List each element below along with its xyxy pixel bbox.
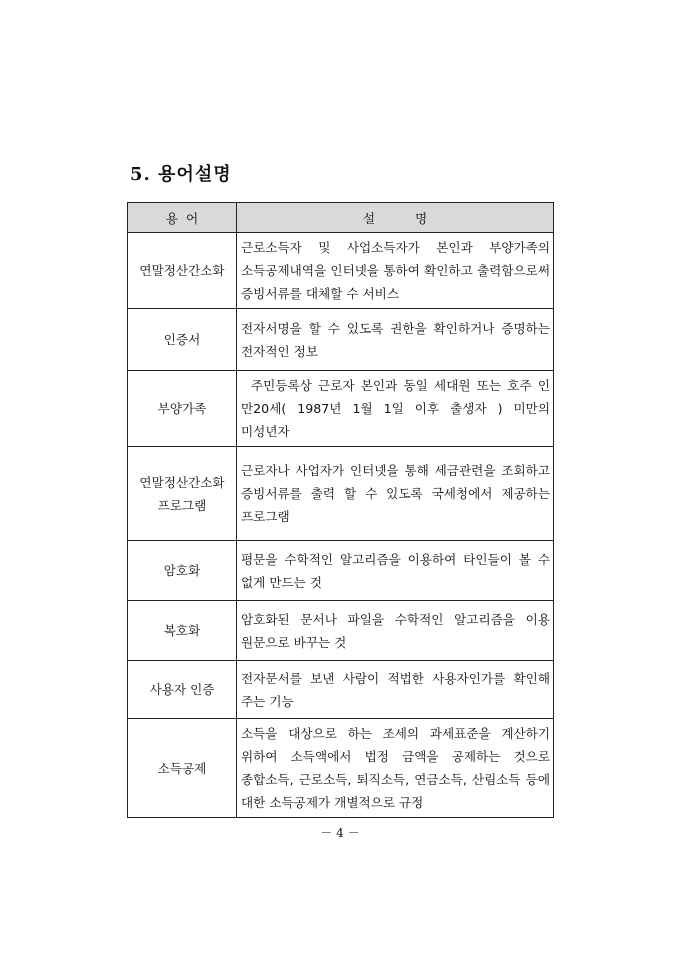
table-row — [128, 541, 554, 601]
description-cell: 근로소득자 및 사업소득자가 본인과 부양가족의 소득공제내역을 인터넷을 통하여 확인하고 출력함으로써 증빙서류를 대체할 수 서비스 — [237, 233, 554, 309]
description-cell: 평문을 수학적인 알고리즘을 이용하여 타인들이 볼 수 없게 만드는 것 — [237, 541, 554, 601]
table-row — [128, 719, 554, 818]
term-cell: 소득공제 — [128, 719, 237, 818]
table-header-row — [128, 203, 554, 233]
table-row — [128, 661, 554, 719]
description-cell: 근로자나 사업자가 인터넷을 통해 세금관련을 조회하고 증빙서류를 출력 할 수 있도록 국세청에서 제공하는 프로그램 — [237, 447, 554, 541]
table-row — [128, 309, 554, 371]
term-cell: 연말정산간소화 프로그램 — [128, 447, 237, 541]
table-row — [128, 447, 554, 541]
description-cell: 전자문서를 보낸 사람이 적법한 사용자인가를 확인해 주는 기능 — [237, 661, 554, 719]
term-cell: 부양가족 — [128, 371, 237, 447]
table-row — [128, 233, 554, 309]
description-cell: 주민등록상 근로자 본인과 동일 세대원 또는 호주 인 만20세( 1987년 1월 1일 이후 출생자 ) 미만의 미성년자 — [237, 371, 554, 447]
header-term: 용 어 — [128, 203, 237, 233]
table-row — [128, 371, 554, 447]
section-title: 5. 용어설명 — [130, 164, 232, 185]
description-cell: 소득을 대상으로 하는 조세의 과세표준을 계산하기 위하여 소득액에서 법정 금액을 공제하는 것으로 종합소득, 근로소득, 퇴직소득, 연금소득, 산림소득 등에 대한 소득공제가 개별적으로 규정 — [237, 719, 554, 818]
glossary-table — [127, 202, 554, 818]
header-description: 설 명 — [237, 203, 554, 233]
term-cell: 연말정산간소화 — [128, 233, 237, 309]
term-cell: 인증서 — [128, 309, 237, 371]
table-row — [128, 601, 554, 661]
description-cell: 암호화된 문서나 파일을 수학적인 알고리즘을 이용 원문으로 바꾸는 것 — [237, 601, 554, 661]
description-cell: 전자서명을 할 수 있도록 권한을 확인하거나 증명하는 전자적인 정보 — [237, 309, 554, 371]
term-cell: 복호화 — [128, 601, 237, 661]
term-cell: 사용자 인증 — [128, 661, 237, 719]
page-number: － 4 － — [320, 826, 360, 840]
term-cell: 암호화 — [128, 541, 237, 601]
